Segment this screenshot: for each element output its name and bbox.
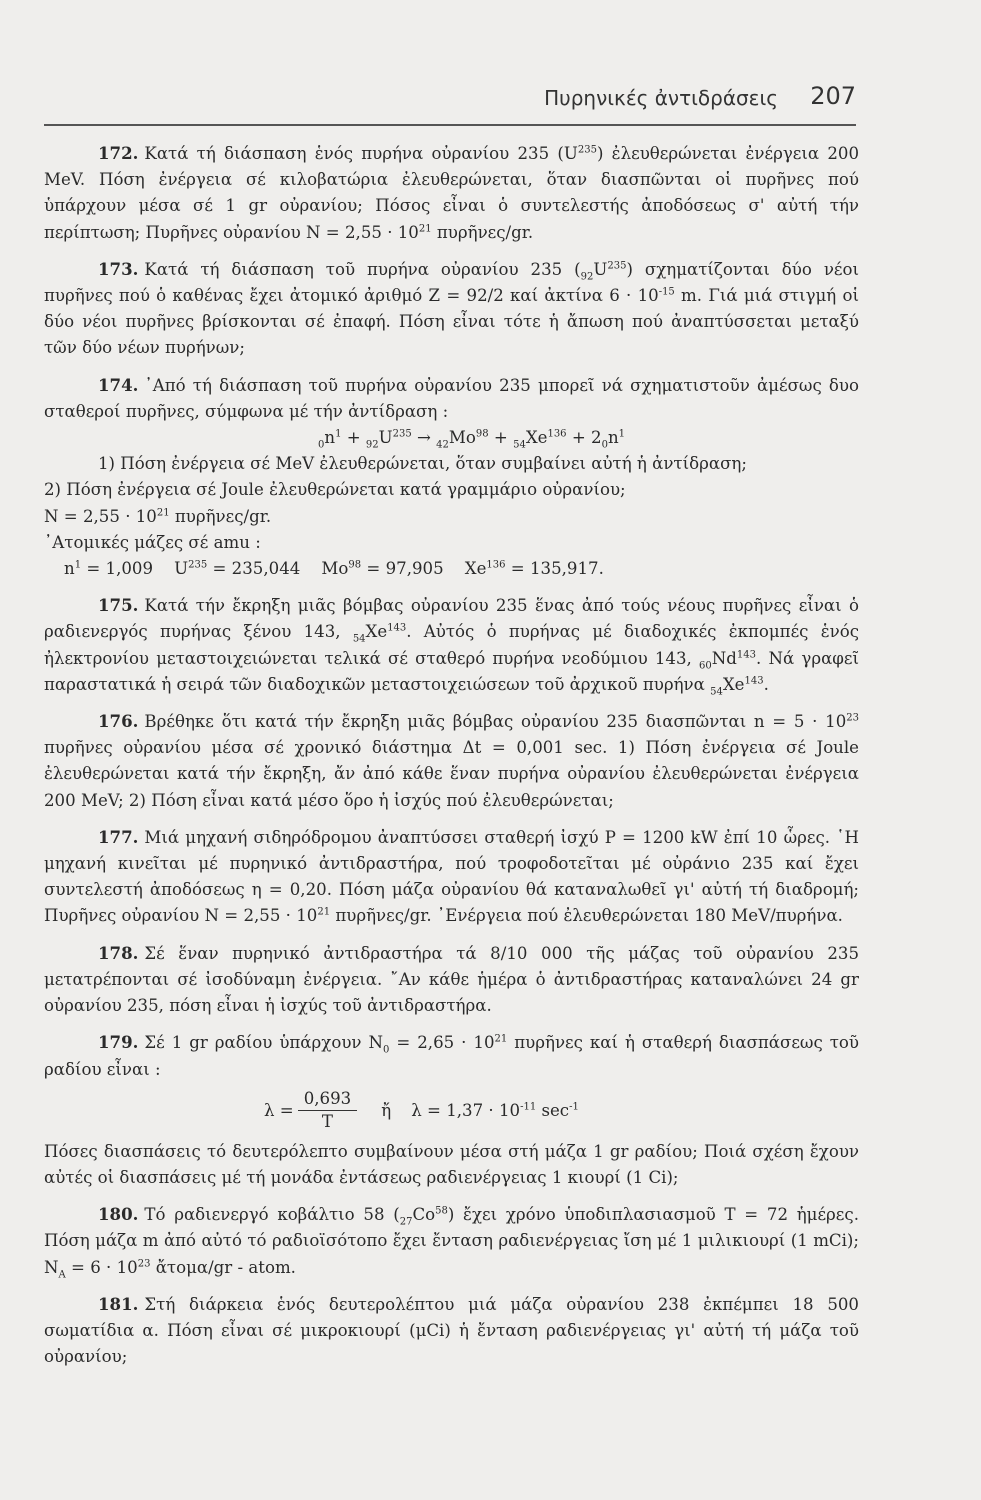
subscript: 0	[383, 1044, 390, 1056]
subscript: 42	[436, 439, 449, 451]
superscript: 98	[348, 559, 362, 571]
running-head: Πυρηνικές ἀντιδράσεις	[544, 86, 778, 110]
text: . Αὐτός ὁ πυρήνας μέ διαδοχικές ἐκπομπές ἑνός ἠλεκτρονίου μεταστοιχειώνεται τελικά σέ σταθερό πυρήνα νεοδύμιου 143,	[44, 622, 859, 668]
problem-number: 177.	[98, 826, 139, 847]
n-constant	[44, 504, 859, 530]
superscript: 143	[744, 675, 764, 687]
subscript: 54	[352, 633, 366, 645]
text: .	[763, 674, 769, 694]
text: n	[64, 559, 75, 579]
text: +	[341, 428, 366, 448]
problem-178	[44, 940, 859, 1020]
superscript: 23	[846, 712, 859, 724]
subscript: 92	[365, 439, 379, 451]
text: πυρῆνες καί ἡ σταθερή διασπάσεως τοῦ ραδίου εἶναι :	[44, 1033, 859, 1079]
question-1: 1) Πόση ἐνέργεια σέ MeV ἐλευθερώνεται, ὅταν συμβαίνει αὐτή ἡ ἀντίδραση;	[98, 454, 747, 474]
problem-number: 175.	[98, 595, 139, 616]
problem-number: 174.	[98, 374, 139, 395]
text: ἤ	[381, 1100, 392, 1120]
text: = 1,009	[81, 559, 154, 579]
page-number: 207	[810, 82, 856, 110]
problem-174	[44, 372, 859, 583]
superscript: 235	[577, 144, 597, 156]
text: λ =	[264, 1100, 294, 1120]
text: Μιά μηχανή σιδηρόδρομου ἀναπτύσσει σταθερή ἰσχύ P = 1200 kW ἐπί 10 ὧρες. ῾Η μηχανή κινεῖται μέ πυρηνικό ἀντιδραστήρα, πού τροφοδοτεῖται μέ οὐράνιο 235 καί ἔχει συντελεστή ἀποδόσεως η = 0,20. Πόση μάζα οὐρανίου θά καταναλωθεῖ γι' αὐτή τή διαδρομή; Πυρῆνες οὐρανίου N = 2,55 · 10	[44, 827, 859, 926]
superscript: 21	[317, 906, 331, 918]
text: Xe	[365, 622, 388, 642]
problem-number: 178.	[98, 942, 139, 963]
text: Xe	[525, 428, 548, 448]
text: n	[324, 428, 336, 448]
text: πυρῆνες οὐρανίου μέσα σέ χρονικό διάστημα Δt = 0,001 sec. 1) Πόση ἐνέργεια σέ Joule ἐλευθερώνεται κατά τήν ἔκρηξη, ἄν ἀπό κάθε ἕναν πυρήνα οὐρανίου ἐλευθερώνεται ἐνέργεια 200 MeV; 2) Πόση εἶναι κατά μέσο ὅρο ἡ ἰσχύς πού ἐλευθερώνεται;	[44, 738, 859, 810]
superscript: -11	[520, 1101, 537, 1113]
text: ) ἐλευθερώνεται ἐνέργεια 200 MeV. Πόση ἐνέργεια σέ κιλοβατώρια ἐλευθερώνεται, ὅταν διασπῶνται οἱ πυρῆνες πού ὑπάρχουν μέσα σέ 1 gr οὐρανίου; Πόσος εἶναι ὁ συντελεστής ἀποδόσεως σ' αὐτή τήν περίπτωση; Πυρῆνες οὐρανίου N = 2,55 · 10	[44, 144, 859, 242]
text: = 235,044	[207, 559, 301, 579]
superscript: 1	[335, 428, 342, 440]
superscript: 21	[494, 1033, 508, 1045]
text: Κατά τή διάσπαση τοῦ πυρήνα οὐρανίου 235 (	[144, 259, 581, 279]
question-2: 2) Πόση ἐνέργεια σέ Joule ἐλευθερώνεται κατά γραμμάριο οὐρανίου;	[44, 480, 626, 500]
problem-179-intro	[44, 1029, 859, 1082]
text: = 135,917.	[505, 559, 604, 579]
superscript: 136	[486, 559, 506, 571]
superscript: 58	[435, 1205, 448, 1217]
text: + 2	[566, 428, 602, 448]
text: Mo	[321, 559, 349, 579]
text: Nd	[711, 648, 737, 668]
subscript: 54	[710, 686, 723, 698]
text: = 2,65 · 10	[389, 1033, 495, 1053]
masses-values	[44, 556, 859, 582]
text: Κατά τήν ἔκρηξη μιᾶς βόμβας οὐρανίου 235 ἕνας ἀπό τούς νέους πυρῆνες εἶναι ὁ ραδιενεργός πυρήνας ξένου 143,	[44, 596, 859, 642]
subscript: A	[58, 1268, 66, 1280]
text: = 6 · 10	[65, 1257, 138, 1277]
problem-175	[44, 592, 859, 698]
problem-number: 181.	[98, 1293, 139, 1314]
text: U	[174, 559, 189, 579]
problem-173	[44, 256, 859, 362]
text: →	[411, 428, 437, 448]
text: Xe	[464, 559, 487, 579]
denominator: T	[321, 1112, 333, 1132]
problem-181	[44, 1291, 859, 1371]
text: ) ἔχει χρόνο ὑποδιπλασιασμοῦ T = 72 ἡμέρες. Πόση μάζα m ἀπό αὐτό τό ραδιοϊσότοπο ἔχει ἔνταση ραδιενέργειας ἴση μέ 1 μιλικιουρί (1 mCi); N	[44, 1205, 859, 1277]
problem-172	[44, 140, 859, 246]
text: λ = 1,37 · 10	[411, 1100, 521, 1120]
superscript: 21	[156, 507, 170, 519]
numerator: 0,693	[298, 1088, 358, 1111]
text: Βρέθηκε ὅτι κατά τήν ἔκρηξη μιᾶς βόμβας οὐρανίου 235 διασπῶνται n = 5 · 10	[144, 712, 847, 732]
text: πυρῆνες/gr.	[431, 222, 534, 242]
text: U	[378, 428, 393, 448]
reaction-equation	[44, 425, 859, 451]
superscript: 98	[475, 428, 489, 440]
page-body	[44, 140, 859, 1380]
text: Co	[412, 1205, 436, 1225]
problem-number: 172.	[98, 143, 139, 163]
text: πυρῆνες/gr.	[169, 506, 272, 526]
superscript: 143	[387, 622, 407, 634]
text: πυρῆνες/gr. ᾿Ενέργεια πού ἐλευθερώνεται 180 MeV/πυρήνα.	[330, 906, 843, 926]
problem-179	[44, 1029, 859, 1191]
superscript: 23	[137, 1257, 151, 1269]
text: N = 2,55 · 10	[44, 506, 157, 526]
problem-180	[44, 1201, 859, 1281]
text: +	[488, 428, 514, 448]
problem-number: 173.	[98, 258, 139, 279]
superscript: 143	[736, 649, 757, 661]
subscript: 0	[318, 439, 325, 451]
subscript: 60	[699, 659, 712, 671]
superscript: 235	[188, 559, 208, 571]
superscript: 235	[392, 428, 412, 440]
text: Τό ραδιενεργό κοβάλτιο 58 (	[144, 1205, 400, 1225]
subscript: 0	[601, 439, 608, 451]
text: Σέ ἕναν πυρηνικό ἀντιδραστήρα τά 8/10 000 τῆς μάζας τοῦ οὐρανίου 235 μετατρέπονται σέ ἰσοδύναμη ἐνέργεια. ῎Αν κάθε ἡμέρα ὁ ἀντιδραστήρας καταναλώνει 24 gr οὐρανίου 235, πόση εἶναι ἡ ἰσχύς τοῦ ἀντιδραστήρα.	[44, 943, 859, 1016]
decay-constant-value	[411, 1098, 579, 1124]
problem-number: 176.	[98, 711, 139, 732]
text: = 97,905	[361, 559, 444, 579]
text: . Νά γραφεῖ παραστατικά ἡ σειρά τῶν διαδοχικῶν μεταστοιχειώσεων τοῦ ἀρχικοῦ πυρήνα	[44, 648, 860, 694]
problem-number: 179.	[98, 1032, 139, 1053]
fraction	[298, 1088, 358, 1133]
subscript: 27	[399, 1216, 413, 1228]
text: Σέ 1 gr ραδίου ὑπάρχουν N	[144, 1033, 383, 1053]
superscript: -15	[658, 286, 675, 298]
problem-176	[44, 708, 859, 814]
subscript: 92	[580, 271, 594, 283]
text: Στή διάρκεια ἑνός δευτερολέπτου μιά μάζα οὐρανίου 238 ἐκπέμπει 18 500 σωματίδια α. Πόση εἶναι σέ μικροκιουρί (μCi) ἡ ἔνταση ραδιενέργειας γι' αὐτή τή μάζα τοῦ οὐρανίου;	[44, 1294, 859, 1367]
subscript: 54	[513, 439, 526, 451]
decay-constant-formula	[44, 1083, 859, 1139]
text: ᾿Από τή διάσπαση τοῦ πυρήνα οὐρανίου 235 μπορεῖ νά σχηματιστοῦν ἀμέσως δυο σταθεροί πυρῆνες, σύμφωνα μέ τήν ἀντίδραση :	[44, 375, 859, 421]
superscript: 136	[547, 428, 567, 440]
text: sec	[536, 1100, 570, 1120]
text: ) σχηματίζονται δύο νέοι πυρῆνες πού ὁ καθένας ἔχει ἀτομικό ἀριθμό Z = 92/2 καί ἀκτίνα 6 · 10	[44, 259, 860, 306]
text: n	[607, 428, 619, 448]
problem-179-question: Πόσες διασπάσεις τό δευτερόλεπτο συμβαίνουν μέσα στή μάζα 1 gr ραδίου; Ποιά σχέση ἔχουν αὐτές οἱ διασπάσεις μέ τή μονάδα ἐντάσεως ραδιενέργειας 1 κιουρί (1 Ci);	[44, 1141, 859, 1187]
text: U	[593, 259, 608, 279]
superscript: 1	[74, 559, 82, 571]
superscript: 1	[618, 428, 625, 440]
problem-number: 180.	[98, 1204, 139, 1225]
superscript: 21	[418, 223, 432, 235]
text: ἄτομα/gr - atom.	[150, 1257, 296, 1277]
text: Xe	[722, 674, 745, 694]
text: m. Γιά μιά στιγμή οἱ δύο νέοι πυρῆνες βρίσκονται σέ ἐπαφή. Πόση εἶναι τότε ἡ ἄπωση πού ἀναπτύσσεται μεταξύ τῶν δύο νέων πυρήνων;	[44, 286, 859, 358]
text: Mo	[448, 428, 476, 448]
header-rule	[44, 124, 856, 126]
superscript: -1	[569, 1101, 579, 1113]
text: Κατά τή διάσπαση ἑνός πυρήνα οὐρανίου 235 (U	[144, 144, 578, 163]
superscript: 235	[607, 260, 627, 272]
page-header	[44, 82, 856, 122]
problem-177	[44, 824, 859, 930]
problem-174-intro	[44, 372, 859, 425]
masses-label: ᾿Ατομικές μάζες σέ amu :	[44, 532, 261, 552]
